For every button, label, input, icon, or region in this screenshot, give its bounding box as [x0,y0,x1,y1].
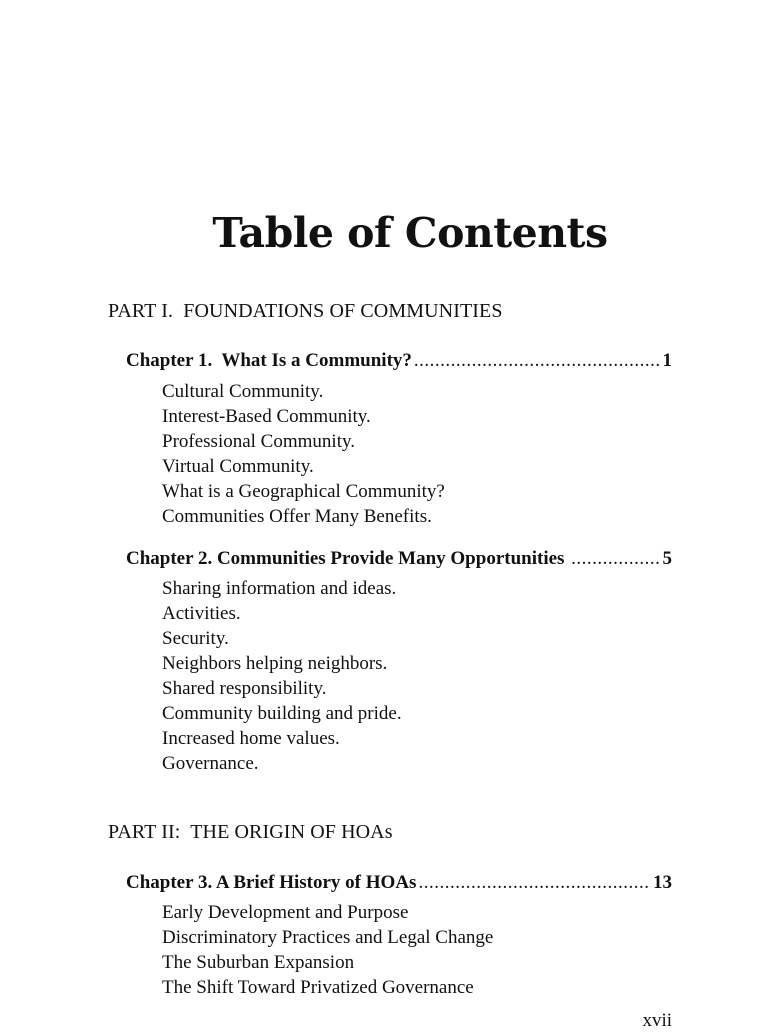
toc-chapter-entry[interactable] [126,872,672,894]
dot-leader [414,350,661,372]
section-item: Security. [162,628,229,649]
dot-leader [571,548,660,570]
section-item: Interest-Based Community. [162,406,371,427]
section-item: Virtual Community. [162,456,314,477]
section-item: Governance. [162,753,259,774]
dot-leader [418,872,651,894]
section-item: Increased home values. [162,728,340,749]
section-list [162,576,402,776]
chapter-title: Chapter 1. What Is a Community? [126,350,412,371]
section-item: Discriminatory Practices and Legal Change [162,927,494,948]
section-item: Communities Offer Many Benefits. [162,506,432,527]
section-item: The Shift Toward Privatized Governance [162,977,474,998]
chapter-title: Chapter 2. Communities Provide Many Opportunities [126,548,570,569]
section-item: Activities. [162,603,241,624]
page-title: Table of Contents [212,209,608,257]
chapter-page-number: 1 [662,350,672,371]
toc-chapter-entry[interactable] [126,548,672,570]
section-item: What is a Geographical Community? [162,481,445,502]
section-list [162,379,445,529]
part-heading: PART I. FOUNDATIONS OF COMMUNITIES [108,300,503,322]
section-item: Professional Community. [162,431,355,452]
section-item: Sharing information and ideas. [162,578,397,599]
chapter-title: Chapter 3. A Brief History of HOAs [126,872,417,893]
toc-chapter-entry[interactable] [126,350,672,372]
section-item: Early Development and Purpose [162,902,409,923]
section-item: Cultural Community. [162,381,324,402]
part-heading: PART II: THE ORIGIN OF HOAs [108,821,393,843]
section-list [162,900,493,1000]
section-item: The Suburban Expansion [162,952,355,973]
section-item: Neighbors helping neighbors. [162,653,388,674]
section-item: Community building and pride. [162,703,402,724]
page-folio: xvii [642,1010,672,1031]
section-item: Shared responsibility. [162,678,327,699]
chapter-page-number: 13 [653,872,672,893]
chapter-page-number: 5 [662,548,672,569]
